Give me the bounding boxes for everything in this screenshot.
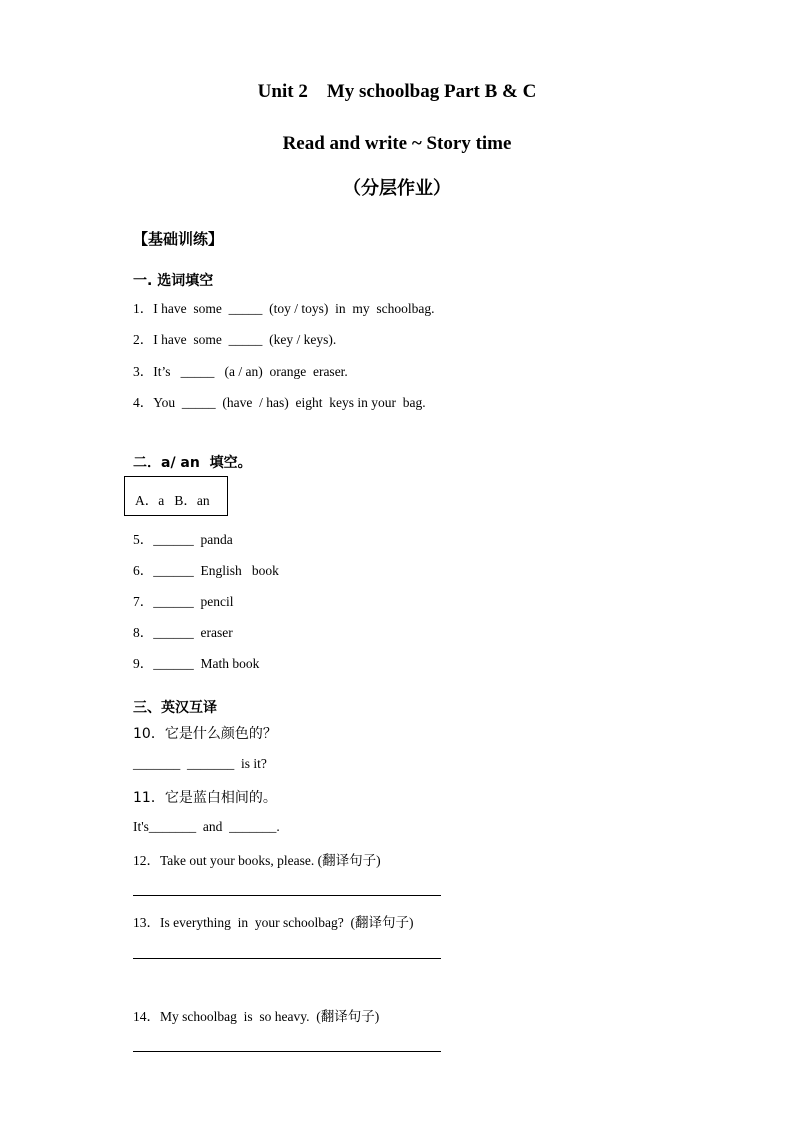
options-text: A．a B．an: [135, 493, 210, 508]
answer-line-13: [133, 958, 441, 959]
page-subtitle: Read and write ~ Story time: [282, 133, 512, 154]
question-10: 10．它是什么颜色的？: [133, 726, 277, 742]
question-1: 1．I have some _____ (toy / toys) in my schoolbag.: [133, 301, 435, 316]
options-box: [124, 476, 228, 516]
question-6: 6．______ English book: [133, 563, 279, 578]
question-8: 8．______ eraser: [133, 625, 233, 640]
section-basic-training: 【基础训练】: [133, 230, 224, 248]
answer-line-14: [133, 1051, 441, 1052]
question-12: 12．Take out your books, please. (翻译句子): [133, 853, 381, 868]
question-11: 11．它是蓝白相间的。: [133, 790, 277, 806]
question-2: 2．I have some _____ (key / keys).: [133, 332, 337, 347]
page-subtitle-chinese: （分层作业）: [343, 178, 451, 199]
answer-11: It's_______ and _______.: [133, 819, 280, 834]
question-3: 3．It’s _____ (a / an) orange eraser.: [133, 364, 348, 379]
part3-heading: 三、英汉互译: [133, 700, 217, 716]
question-4: 4．You _____ (have / has) eight keys in your bag.: [133, 395, 426, 410]
question-9: 9．______ Math book: [133, 656, 260, 671]
part2-heading: 二．a/ an 填空。: [133, 455, 252, 471]
question-7: 7．______ pencil: [133, 594, 234, 609]
question-5: 5．______ panda: [133, 532, 233, 547]
part1-heading: 一. 选词填空: [133, 273, 214, 289]
question-13: 13．Is everything in your schoolbag? (翻译句子): [133, 915, 414, 930]
answer-line-12: [133, 895, 441, 896]
page-title: Unit 2 My schoolbag Part B & C: [257, 81, 537, 102]
answer-10: _______ _______ is it?: [133, 756, 267, 771]
question-14: 14．My schoolbag is so heavy. (翻译句子): [133, 1009, 380, 1024]
